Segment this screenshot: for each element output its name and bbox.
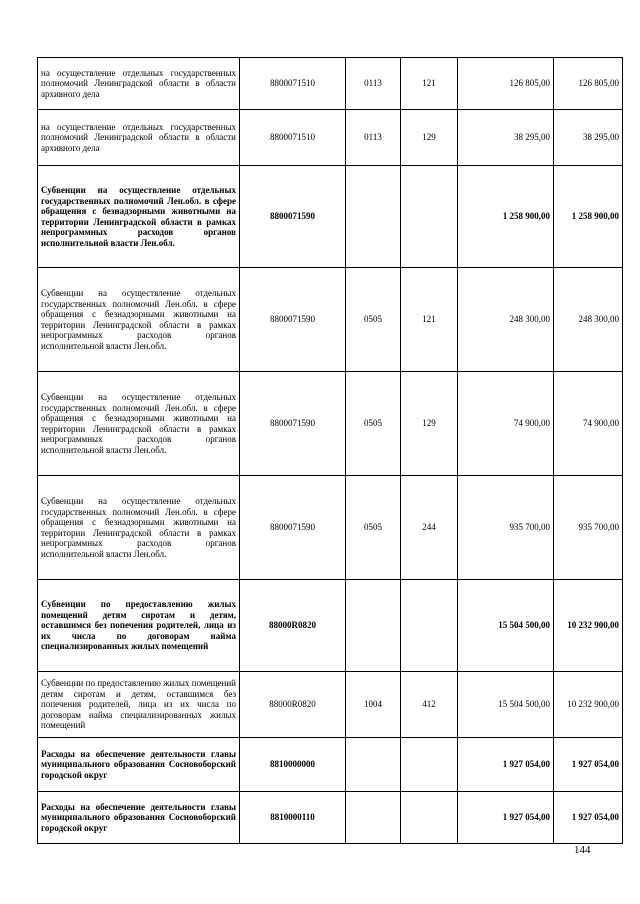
amount-1: 248 300,00 [458, 268, 554, 372]
amount-2: 1 927 054,00 [554, 792, 623, 844]
amount-1: 74 900,00 [458, 372, 554, 476]
table-row [38, 58, 623, 110]
amount-1: 15 504 500,00 [458, 580, 554, 672]
row-description: на осуществление отдельных государственных полномочий Ленинградской области в области архивного дела [38, 110, 240, 166]
row-description: Субвенции на осуществление отдельных государственных полномочий Лен.обл. в сфере обращения с безнадзорными животными на территории Ленинградской области в рамках непрограммных расходов органов исполнительной власти Лен.обл. [38, 166, 240, 268]
amount-2: 38 295,00 [554, 110, 623, 166]
section-code [346, 166, 401, 268]
target-code: 8810000110 [240, 792, 346, 844]
expense-type-code [401, 166, 458, 268]
page-number: 144 [574, 844, 591, 856]
amount-1: 15 504 500,00 [458, 672, 554, 738]
amount-2: 10 232 900,00 [554, 672, 623, 738]
expense-type-code [401, 580, 458, 672]
amount-1: 38 295,00 [458, 110, 554, 166]
table-row [38, 268, 623, 372]
target-code: 88000R0820 [240, 580, 346, 672]
target-code: 8800071590 [240, 476, 346, 580]
target-code: 8800071510 [240, 110, 346, 166]
amount-2: 126 805,00 [554, 58, 623, 110]
budget-table-body [38, 58, 623, 844]
expense-type-code [401, 792, 458, 844]
amount-1: 935 700,00 [458, 476, 554, 580]
row-description: Субвенции на осуществление отдельных государственных полномочий Лен.обл. в сфере обращения с безнадзорными животными на территории Ленинградской области в рамках непрограммных расходов органов исполнительной власти Лен.обл. [38, 268, 240, 372]
section-code [346, 580, 401, 672]
table-row [38, 110, 623, 166]
target-code: 8800071510 [240, 58, 346, 110]
expense-type-code: 244 [401, 476, 458, 580]
expense-type-code: 121 [401, 268, 458, 372]
section-code: 0505 [346, 476, 401, 580]
row-description: Расходы на обеспечение деятельности главы муниципального образования Сосновоборский городской округ [38, 738, 240, 792]
target-code: 8800071590 [240, 268, 346, 372]
table-row [38, 372, 623, 476]
row-description: Субвенции по предоставлению жилых помещений детям сиротам и детям, оставшимся без попечения родителей, лица из их числа по договорам найма специализированных жилых помещений [38, 580, 240, 672]
row-description: Расходы на обеспечение деятельности главы муниципального образования Сосновоборский городской округ [38, 792, 240, 844]
table-row [38, 792, 623, 844]
expense-type-code: 121 [401, 58, 458, 110]
amount-2: 1 927 054,00 [554, 738, 623, 792]
target-code: 8810000000 [240, 738, 346, 792]
expense-type-code: 129 [401, 110, 458, 166]
section-code: 0113 [346, 110, 401, 166]
target-code: 8800071590 [240, 372, 346, 476]
expense-type-code [401, 738, 458, 792]
table-row [38, 166, 623, 268]
target-code: 88000R0820 [240, 672, 346, 738]
amount-2: 1 258 900,00 [554, 166, 623, 268]
amount-1: 1 258 900,00 [458, 166, 554, 268]
table-row [38, 672, 623, 738]
section-code: 0505 [346, 268, 401, 372]
section-code: 0113 [346, 58, 401, 110]
target-code: 8800071590 [240, 166, 346, 268]
row-description: на осуществление отдельных государственных полномочий Ленинградской области в области архивного дела [38, 58, 240, 110]
section-code [346, 738, 401, 792]
amount-2: 10 232 900,00 [554, 580, 623, 672]
row-description: Субвенции по предоставлению жилых помещений детям сиротам и детям, оставшимся без попечения родителей, лица из их числа по договорам найма специализированных жилых помещений [38, 672, 240, 738]
amount-2: 74 900,00 [554, 372, 623, 476]
section-code [346, 792, 401, 844]
table-row [38, 580, 623, 672]
budget-table [37, 57, 623, 844]
table-row [38, 738, 623, 792]
amount-2: 935 700,00 [554, 476, 623, 580]
amount-1: 1 927 054,00 [458, 792, 554, 844]
amount-1: 1 927 054,00 [458, 738, 554, 792]
expense-type-code: 129 [401, 372, 458, 476]
amount-1: 126 805,00 [458, 58, 554, 110]
table-row [38, 476, 623, 580]
amount-2: 248 300,00 [554, 268, 623, 372]
row-description: Субвенции на осуществление отдельных государственных полномочий Лен.обл. в сфере обращения с безнадзорными животными на территории Ленинградской области в рамках непрограммных расходов органов исполнительной власти Лен.обл. [38, 476, 240, 580]
section-code: 1004 [346, 672, 401, 738]
section-code: 0505 [346, 372, 401, 476]
row-description: Субвенции на осуществление отдельных государственных полномочий Лен.обл. в сфере обращения с безнадзорными животными на территории Ленинградской области в рамках непрограммных расходов органов исполнительной власти Лен.обл. [38, 372, 240, 476]
expense-type-code: 412 [401, 672, 458, 738]
